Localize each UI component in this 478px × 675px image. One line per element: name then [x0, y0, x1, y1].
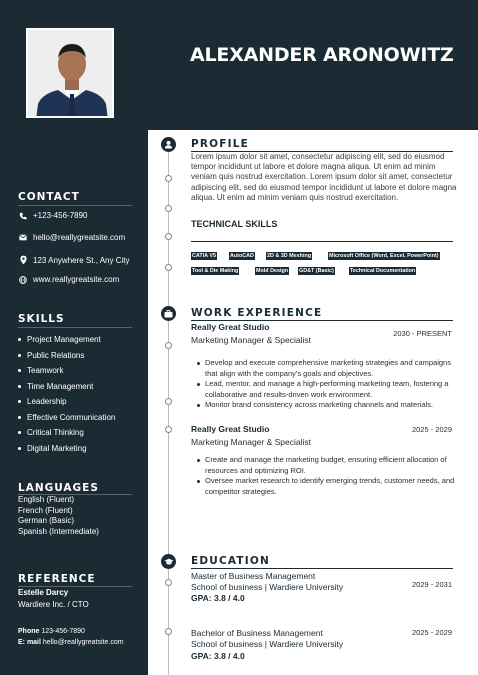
- list-item: Lead, mentor, and manage a high-performing marketing team, fostering a collaborative and results-driven work environment.: [196, 379, 458, 400]
- timeline-dot: [165, 426, 172, 433]
- education-2-school: School of business | Wardiere University: [191, 639, 344, 649]
- contact-email: hello@reallygreatsite.com: [18, 233, 125, 242]
- skill-tag: Mold Design: [256, 268, 289, 274]
- timeline-line: [168, 140, 169, 675]
- education-1-degree: Master of Business Management: [191, 571, 316, 581]
- list-item: Monitor brand consistency across marketing channels and materials.: [196, 400, 458, 411]
- profile-photo: [26, 28, 114, 118]
- skills-title: SKILLS: [18, 313, 65, 325]
- timeline-dot: [165, 628, 172, 635]
- timeline-dot: [165, 579, 172, 586]
- list-item: Create and manage the marketing budget, ensuring efficient allocation of resources and optimizing ROI.: [196, 455, 458, 476]
- languages-list: [18, 495, 99, 537]
- skills-rule: [18, 327, 132, 328]
- timeline-dot: [165, 398, 172, 405]
- list-item: Spanish (Intermediate): [18, 526, 99, 536]
- list-item: Critical Thinking: [18, 425, 115, 441]
- job-1-date: 2030 - PRESENT: [393, 329, 452, 338]
- education-2-gpa: GPA: 3.8 / 4.0: [191, 651, 245, 661]
- skills-list: [18, 332, 115, 456]
- list-item: Effective Communication: [18, 410, 115, 426]
- list-item: Oversee market research to identify emerging trends, customer needs, and competitor strategies.: [196, 476, 458, 497]
- timeline-dot: [165, 342, 172, 349]
- list-item: Public Relations: [18, 348, 115, 364]
- list-item: English (Fluent): [18, 495, 75, 504]
- education-1-school: School of business | Wardiere University: [191, 582, 344, 592]
- skill-tag: AutoCAD: [230, 253, 254, 259]
- job-2-bullets: [196, 455, 458, 497]
- skill-tag: Technical Documentation: [350, 268, 416, 274]
- education-2-date: 2025 - 2029: [411, 628, 452, 637]
- list-item: Digital Marketing: [18, 441, 115, 457]
- technical-skills-title: TECHNICAL SKILLS: [191, 219, 278, 229]
- list-item: Leadership: [18, 394, 115, 410]
- job-2-role: Marketing Manager & Specialist: [191, 437, 312, 447]
- reference-email: E: mail hello@reallygreatsite.com: [18, 639, 124, 646]
- contact-phone: +123-456-7890: [18, 211, 88, 220]
- profile-text: Lorem ipsum dolor sit amet, consectetur adipiscing elit, sed do eiusmod tempor incididunt ut labore et dolore magna aliqua. Ut enim ad minim veniam quis nostrud exercitation. Lorem ipsum dolor sit amet, consectetur adipiscing elit, sed do eiusmod tempor incididunt ut labore et dolore magna aliqua. Ut enim ad minim veniam quis nostrud exercitation.: [191, 152, 457, 202]
- contact-rule: [18, 205, 132, 206]
- skill-tag: CATIA V5: [192, 253, 216, 259]
- contact-address: 123 Anywhere St., Any City: [18, 255, 130, 265]
- reference-phone: Phone 123-456-7890: [18, 628, 85, 635]
- education-title: EDUCATION: [191, 555, 271, 567]
- contact-title: CONTACT: [18, 191, 80, 203]
- education-1-gpa: GPA: 3.8 / 4.0: [191, 593, 245, 603]
- skill-tag: Tool & Die Making: [192, 268, 239, 274]
- candidate-name: ALEXANDER ARONOWITZ: [190, 44, 454, 66]
- job-1-role: Marketing Manager & Specialist: [191, 335, 312, 345]
- timeline-dot: [165, 233, 172, 240]
- education-2-degree: Bachelor of Business Management: [191, 628, 323, 638]
- languages-title: LANGUAGES: [18, 482, 99, 494]
- reference-name: Estelle Darcy: [18, 588, 69, 597]
- timeline-dot: [165, 264, 172, 271]
- list-item: Teamwork: [18, 363, 115, 379]
- skill-tag: GD&T (Basic): [299, 268, 334, 274]
- contact-website: www.reallygreatsite.com: [18, 275, 119, 284]
- profile-title: PROFILE: [191, 138, 250, 150]
- job-2-date: 2025 - 2029: [411, 425, 452, 434]
- reference-org: Wardiere Inc. / CTO: [18, 600, 89, 609]
- phone-icon: [18, 212, 28, 220]
- education-1-date: 2029 - 2031: [411, 580, 452, 589]
- briefcase-icon: [161, 306, 176, 321]
- work-experience-rule: [191, 320, 453, 321]
- list-item: Develop and execute comprehensive marketing strategies and campaigns that align with the company's goals and objectives.: [196, 358, 458, 379]
- education-rule: [191, 568, 453, 569]
- job-1-org: Really Great Studio: [191, 322, 270, 332]
- mail-icon: [18, 234, 28, 241]
- user-icon: [161, 137, 176, 152]
- list-item: Time Management: [18, 379, 115, 395]
- list-item: French (Fluent): [18, 505, 73, 515]
- reference-rule: [18, 586, 132, 587]
- sidebar: [0, 130, 148, 675]
- work-experience-title: WORK EXPERIENCE: [191, 307, 323, 319]
- skill-tag: 2D & 3D Meshing: [267, 253, 312, 259]
- job-2-org: Really Great Studio: [191, 424, 270, 434]
- graduation-cap-icon: [161, 554, 176, 569]
- skill-tag: Microsoft Office (Word, Excel, PowerPoint): [329, 253, 439, 259]
- timeline-dot: [165, 205, 172, 212]
- list-item: German (Basic): [18, 516, 75, 525]
- job-1-bullets: [196, 358, 458, 411]
- location-pin-icon: [18, 255, 28, 265]
- globe-icon: [18, 276, 28, 284]
- timeline-dot: [165, 175, 172, 182]
- technical-skills-rule: [191, 241, 453, 242]
- list-item: Project Management: [18, 332, 115, 348]
- reference-title: REFERENCE: [18, 573, 96, 585]
